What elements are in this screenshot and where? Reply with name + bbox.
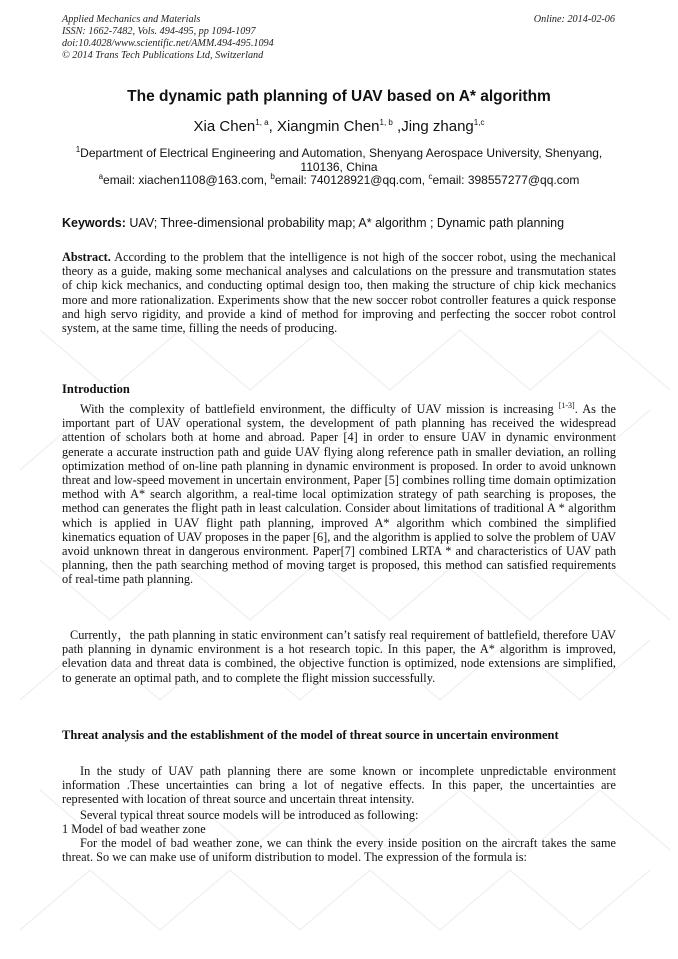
email-superscript: b [270,172,275,181]
journal-header [62,14,274,62]
introduction-paragraph-1 [62,402,616,587]
issn-line: ISSN: 1662-7482, Vols. 494-495, pp 1094-1097 [62,26,256,37]
threat-paragraph-1: In the study of UAV path planning there are some known or incomplete unpredictable environment information .These uncertainties can bring a lot of negative effects. In this paper, the uncertainties are represented with location of threat source and uncertain threat intensity. [62,764,616,807]
author-list [62,118,616,135]
affiliation-text: Department of Electrical Engineering and Automation, Shenyang Aerospace University, Shenyang, 110136, China [80,146,603,174]
email-a: email: xiachen1108@163.com, [103,173,271,187]
subsection-bad-weather: 1 Model of bad weather zone [62,822,206,836]
introduction-paragraph-2: Currently，the path planning in static environment can’t satisfy real requirement of battlefield, therefore UAV path planning in dynamic environment is a hot research topic. In this paper, the A* algorithm is improved, elevation data and threat data is combined, the objective function is optimized, node extensions are simplified, to generate an optimal path, and to complete the flight mission successfully. [62,628,616,685]
doi-line: doi:10.4028/www.scientific.net/AMM.494-495.1094 [62,38,274,49]
email-list [62,173,616,187]
email-superscript: a [98,172,104,181]
copyright-line: © 2014 Trans Tech Publications Ltd, Switzerland [62,50,264,61]
abstract [62,250,616,335]
abstract-text: According to the problem that the intelligence is not high of the soccer robot, using the mechanical theory as a guide, making some mechanical analyses and calculations on the pressure and transmutation states of chip kick mechanics, and conducting optimal design too, then making the structure of chip kick mechanics more and more rationalization. Experiments show that the new soccer robot controller features a quick response and high servo rigidity, and provide a kind of method for improving and perfecting the soccer robot control system, at the same time, filling the needs of producing. [62,250,616,336]
author-name: Jing zhang [401,118,474,135]
paper-title: The dynamic path planning of UAV based on A* algorithm [127,88,551,105]
author-name: Xia Chen [193,118,256,135]
paragraph-text: . As the important part of UAV operational system, the development of path planning has received the widespread attention of scholars both at home and abroad. Paper [4] in order to ensure UAV in dynamic environment generate a accurate instruction path and guide UAV flying along reference path in smaller deviation, an rolling optimization method of on-line path planning in dynamic environment is proposed. In order to avoid unknown threat and low-speed movement in uncertain environment, Paper [5] combines rolling time domain optimization method with A* search algorithm, a real-time local optimization strategy of path searching is proposes, the method can generates the flight path in least calculation. Consider about limitations of traditional A * algorithm which is applied in UAV flight path planning, improved A* algorithm which combined the simplified kinematics equation of UAV proposes in the paper [6], and the algorithm is applied to solve the problem of UAV avoid unknown threat in dangerous environment. Paper[7] combined LRTA * and characteristics of UAV path planning, then the path searching method of moving target is proposed, this method can satisfied requirements of real-time path planning. [62,402,616,587]
threat-paragraph-3: For the model of bad weather zone, we can think the every inside position on the aircraft takes the same threat. So we can make use of uniform distribution to model. The expression of the formula is: [62,836,616,865]
paragraph-text: With the complexity of battlefield environment, the difficulty of UAV mission is increasing [80,402,559,416]
keywords [62,216,616,230]
affiliation-superscript: 1 [75,145,81,154]
email-b: email: 740128921@qq.com, [274,173,429,187]
keywords-label: Keywords: [62,216,126,230]
author-name: Xiangmin Chen [276,118,380,135]
author-superscript: 1, a [255,118,269,127]
author-separator: , [392,118,402,135]
abstract-label: Abstract. [62,250,111,264]
email-c: email: 398557277@qq.com [432,173,580,187]
keywords-text: UAV; Three-dimensional probability map; A* algorithm ; Dynamic path planning [125,216,565,230]
citation-superscript: [1-3] [558,400,575,410]
section-heading-threat-analysis: Threat analysis and the establishment of the model of threat source in uncertain environment [62,728,559,742]
email-superscript: c [428,172,433,181]
introduction-heading: Introduction [62,382,130,396]
author-superscript: 1,c [473,118,485,127]
threat-paragraph-2: Several typical threat source models will be introduced as following: [80,808,419,822]
online-date: Online: 2014-02-06 [533,14,615,25]
author-superscript: 1, b [379,118,393,127]
journal-name: Applied Mechanics and Materials [62,14,201,25]
author-separator: , [268,118,277,135]
affiliation [62,146,616,174]
